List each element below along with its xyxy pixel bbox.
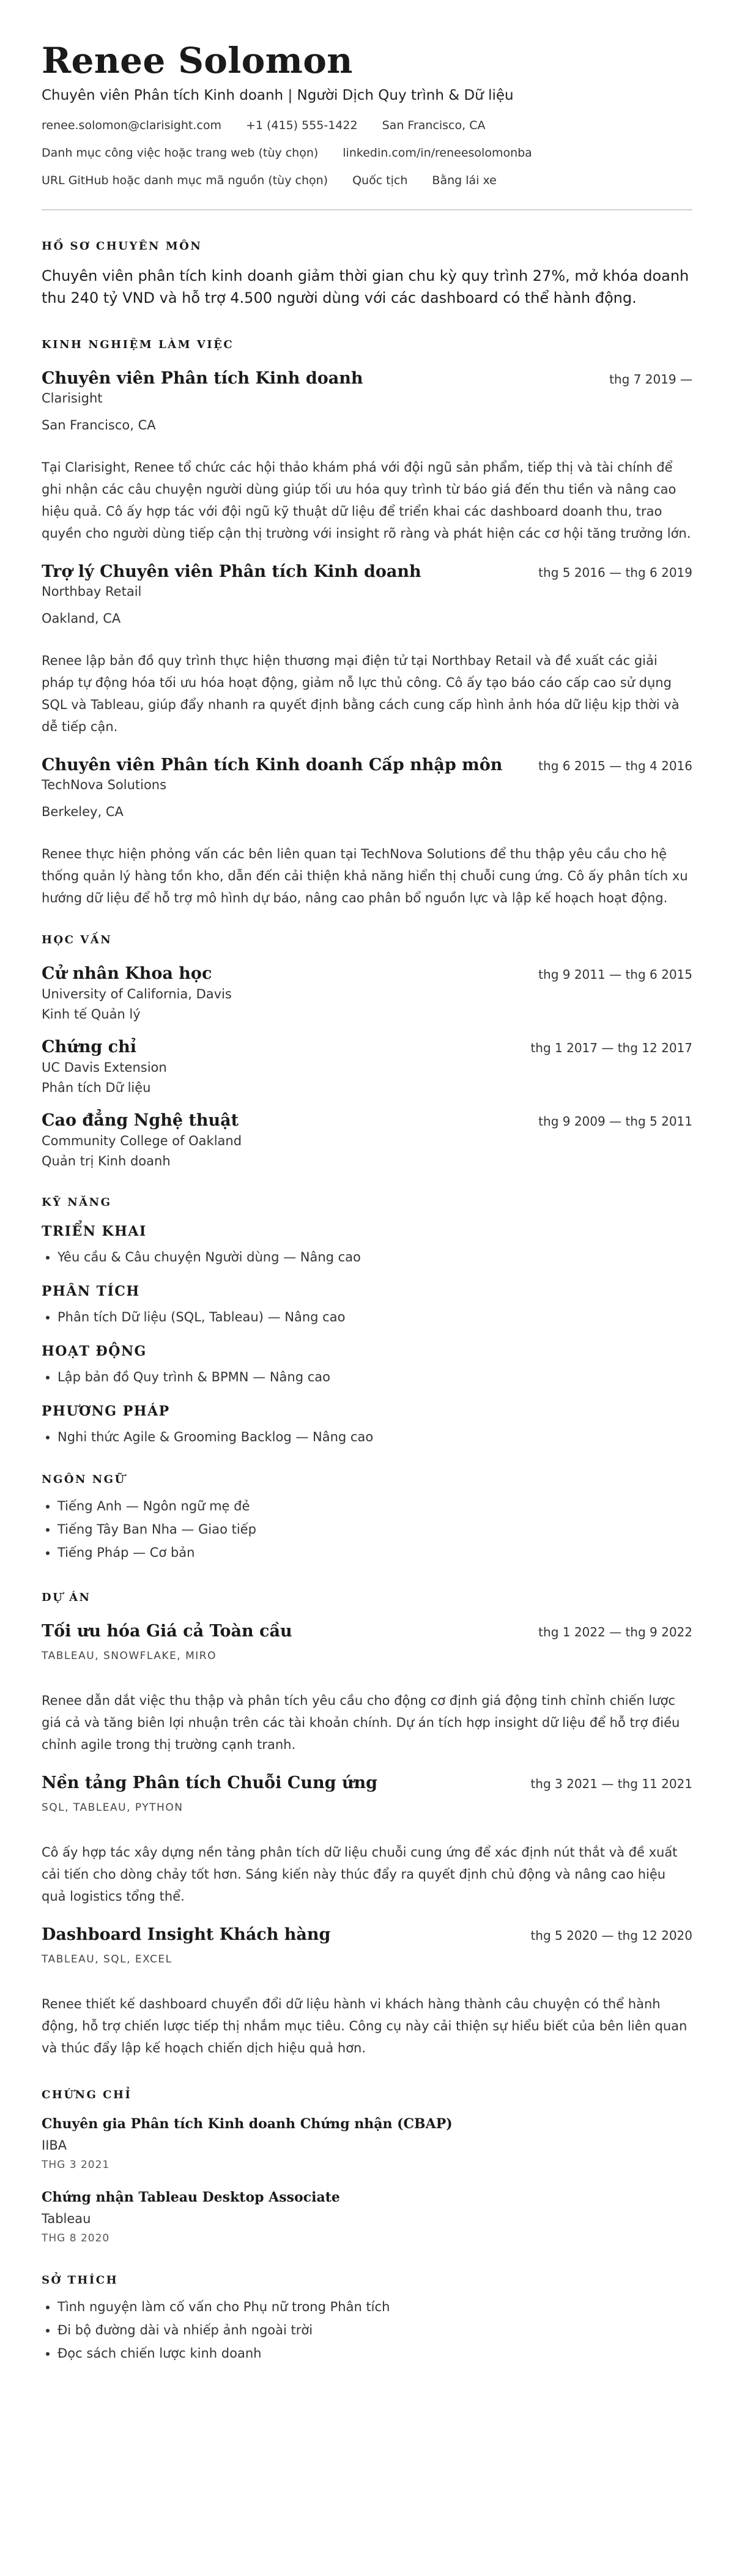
certification-name: Chứng nhận Tableau Desktop Associate [42,2189,340,2205]
languages-list [42,1494,692,1564]
project-name: Nền tảng Phân tích Chuỗi Cung ứng [42,1773,378,1792]
job-role: Chuyên viên Phân tích Kinh doanh [42,369,363,388]
education-date: thg 1 2017 — thg 12 2017 [530,1041,692,1055]
education-header [42,963,692,984]
skill-item: • Nghi thức Agile & Grooming Backlog — Nâng cao [57,1425,692,1449]
candidate-headline: Chuyên viên Phân tích Kinh doanh | Người Dịch Quy trình & Dữ liệu [42,87,514,103]
job-location: Oakland, CA [42,611,121,626]
contact-nationality: Quốc tịch [352,174,408,187]
project-entry [42,1773,692,1907]
project-date: thg 3 2021 — thg 11 2021 [530,1776,692,1791]
project-name: Dashboard Insight Khách hàng [42,1925,331,1944]
education-header [42,1037,692,1058]
education-school: UC Davis Extension [42,1060,167,1075]
education-heading: HỌC VẤN [42,934,113,946]
language-item: • Tiếng Anh — Ngôn ngữ mẹ đẻ [57,1494,692,1518]
education-field: Quản trị Kinh doanh [42,1154,171,1168]
projects-section [42,1591,692,2059]
project-description: Renee dẫn dắt việc thu thập và phân tích yêu cầu cho động cơ định giá động tinh chỉnh chiến lược giá cả và tăng biên lợi nhuận trên các tài khoản chính. Dự án tích hợp insight dữ liệu để hỗ trợ điều chỉnh agile trong thị trường cạnh tranh. [42,1693,680,1752]
language-item: • Tiếng Pháp — Cơ bản [57,1541,692,1564]
job-description: Renee thực hiện phỏng vấn các bên liên quan tại TechNova Solutions để thu thập yêu cầu cho hệ thống quản lý hàng tồn kho, dẫn đến cải thiện khả năng hiển thị chuỗi cung ứng. Cô ấy phân tích xu hướng dữ liệu để hỗ trợ mô hình dự báo, nâng cao phân bổ nguồn lực và lập kế hoạch hoạt động. [42,847,688,905]
candidate-name: Renee Solomon [42,40,353,81]
education-field: Phân tích Dữ liệu [42,1080,151,1095]
job-description: Tại Clarisight, Renee tổ chức các hội thảo khám phá với đội ngũ sản phẩm, tiếp thị và tài chính để ghi nhận các câu chuyện người dùng giúp tối ưu hóa quy trình từ báo giá đến thu tiền và nâng cao hiệu quả. Cô ấy hợp tác với đội ngũ kỹ thuật dữ liệu để triển khai các dashboard doanh thu, trao quyền cho người dùng tiếp cận thị trường với insight rõ ràng và phát hiện các cơ hội tăng trưởng lớn. [42,460,691,541]
skill-item: • Lập bản đồ Quy trình & BPMN — Nâng cao [57,1365,692,1389]
contact-license: Bằng lái xe [432,174,497,187]
job-company: Northbay Retail [42,584,142,599]
job-role: Trợ lý Chuyên viên Phân tích Kinh doanh [42,562,421,581]
education-degree: Cao đẳng Nghệ thuật [42,1111,239,1130]
job-entry [42,755,692,909]
skill-item: • Yêu cầu & Câu chuyện Người dùng — Nâng cao [57,1245,692,1269]
skill-category: TRIỂN KHAI [42,1223,147,1239]
project-description: Cô ấy hợp tác xây dựng nền tảng phân tích dữ liệu chuỗi cung ứng để xác định nút thắt và đề xuất cải tiến cho dòng chảy tốt hơn. Sáng kiến này thúc đẩy ra quyết định chủ động và nâng cao hiệu quả logistics tổng thể. [42,1845,678,1904]
project-entry [42,1925,692,2059]
interest-item: • Tình nguyện làm cố vấn cho Phụ nữ trong Phân tích [57,2295,692,2318]
job-date: thg 6 2015 — thg 4 2016 [538,759,692,773]
job-role: Chuyên viên Phân tích Kinh doanh Cấp nhập môn [42,755,503,774]
education-entry [42,963,692,1025]
language-item: • Tiếng Tây Ban Nha — Giao tiếp [57,1518,692,1541]
skill-group [42,1222,692,1269]
education-section [42,934,692,1171]
languages-section [42,1473,692,1564]
job-company: TechNova Solutions [42,778,167,792]
contact-portfolio[interactable]: Danh mục công việc hoặc trang web (tùy chọn) [42,146,319,160]
job-header [42,562,692,582]
contact-linkedin[interactable]: linkedin.com/in/reneesolomonba [343,146,532,160]
skill-list [42,1305,692,1329]
certifications-heading: CHỨNG CHỈ [42,2088,132,2101]
job-header [42,368,692,389]
project-date: thg 5 2020 — thg 12 2020 [530,1928,692,1943]
certifications-section [42,2088,692,2247]
skill-item: • Phân tích Dữ liệu (SQL, Tableau) — Nâng cao [57,1305,692,1329]
project-name: Tối ưu hóa Giá cả Toàn cầu [42,1622,292,1641]
job-header [42,755,692,776]
skills-section [42,1196,692,1449]
project-date: thg 1 2022 — thg 9 2022 [538,1625,692,1639]
education-school: University of California, Davis [42,987,232,1001]
certification-date: THG 3 2021 [42,2159,110,2171]
education-date: thg 9 2009 — thg 5 2011 [538,1114,692,1129]
education-entry [42,1037,692,1098]
experience-section [42,338,692,909]
skill-category: PHÂN TÍCH [42,1283,140,1299]
project-header [42,1621,692,1642]
certification-date: THG 8 2020 [42,2232,110,2244]
summary-section [42,240,692,309]
resume-header [42,39,692,188]
job-location: Berkeley, CA [42,804,124,819]
projects-heading: DỰ ÁN [42,1591,91,1604]
education-degree: Chứng chỉ [42,1037,136,1056]
summary-heading: HỒ SƠ CHUYÊN MÔN [42,240,202,253]
job-date: thg 5 2016 — thg 6 2019 [538,565,692,580]
contact-row-links [42,145,692,161]
project-tech: SQL, TABLEAU, PYTHON [42,1802,184,1814]
experience-heading: KINH NGHIỆM LÀM VIỆC [42,338,234,351]
contact-email[interactable]: renee.solomon@clarisight.com [42,119,221,132]
certification-issuer: Tableau [42,2211,91,2226]
job-description: Renee lập bản đồ quy trình thực hiện thương mại điện tử tại Northbay Retail và đề xuất các giải pháp tự động hóa tối ưu hóa hoạt động, giảm nỗ lực thủ công. Cô ấy tạo báo cáo cấp cao sử dụng SQL và Tableau, giúp đẩy nhanh ra quyết định bằng cách cung cấp hình ảnh hóa dữ liệu kịp thời và dễ tiếp cận. [42,653,680,734]
project-tech: TABLEAU, SQL, EXCEL [42,1953,172,1965]
skills-heading: KỸ NĂNG [42,1196,112,1209]
languages-heading: NGÔN NGỮ [42,1473,126,1486]
skill-group [42,1282,692,1329]
contact-phone[interactable]: +1 (415) 555-1422 [245,119,358,132]
job-location: San Francisco, CA [42,418,156,432]
education-school: Community College of Oakland [42,1134,242,1148]
skill-category: PHƯƠNG PHÁP [42,1403,170,1419]
education-date: thg 9 2011 — thg 6 2015 [538,967,692,982]
skill-group [42,1342,692,1389]
interests-heading: SỞ THÍCH [42,2274,119,2287]
certification-name: Chuyên gia Phân tích Kinh doanh Chứng nhận (CBAP) [42,2116,453,2132]
interest-item: • Đi bộ đường dài và nhiếp ảnh ngoài trời [57,2318,692,2342]
certification-entry [42,2188,692,2247]
job-entry [42,562,692,738]
contact-github[interactable]: URL GitHub hoặc danh mục mã nguồn (tùy chọn) [42,174,328,187]
skill-list [42,1425,692,1449]
skill-list [42,1365,692,1389]
project-description: Renee thiết kế dashboard chuyển đổi dữ liệu hành vi khách hàng thành câu chuyện có thể hành động, hỗ trợ chiến lược tiếp thị nhắm mục tiêu. Công cụ này cải thiện sự hiểu biết của bên liên quan và thúc đẩy lập kế hoạch chiến dịch hiệu quả hơn. [42,1997,688,2055]
header-divider [42,209,692,210]
job-date: thg 7 2019 — [609,372,692,387]
job-company: Clarisight [42,391,103,406]
education-field: Kinh tế Quản lý [42,1007,141,1022]
summary-text: Chuyên viên phân tích kinh doanh giảm thời gian chu kỳ quy trình 27%, mở khóa doanh thu 240 tỷ VND và hỗ trợ 4.500 người dùng với các dashboard có thể hành động. [42,267,689,306]
interests-list [42,2295,692,2365]
skill-list [42,1245,692,1269]
education-header [42,1110,692,1131]
project-header [42,1773,692,1794]
contact-location: San Francisco, CA [382,119,486,132]
certification-issuer: IIBA [42,2138,67,2153]
skill-group [42,1402,692,1449]
skill-category: HOẠT ĐỘNG [42,1343,147,1359]
contact-row-extra [42,173,692,188]
interest-item: • Đọc sách chiến lược kinh doanh [57,2342,692,2365]
education-degree: Cử nhân Khoa học [42,964,212,983]
project-entry [42,1621,692,1756]
contact-row-primary [42,117,692,133]
project-tech: TABLEAU, SNOWFLAKE, MIRO [42,1650,217,1662]
project-header [42,1925,692,1945]
education-entry [42,1110,692,1171]
job-entry [42,368,692,544]
interests-section [42,2274,692,2365]
certification-entry [42,2115,692,2173]
